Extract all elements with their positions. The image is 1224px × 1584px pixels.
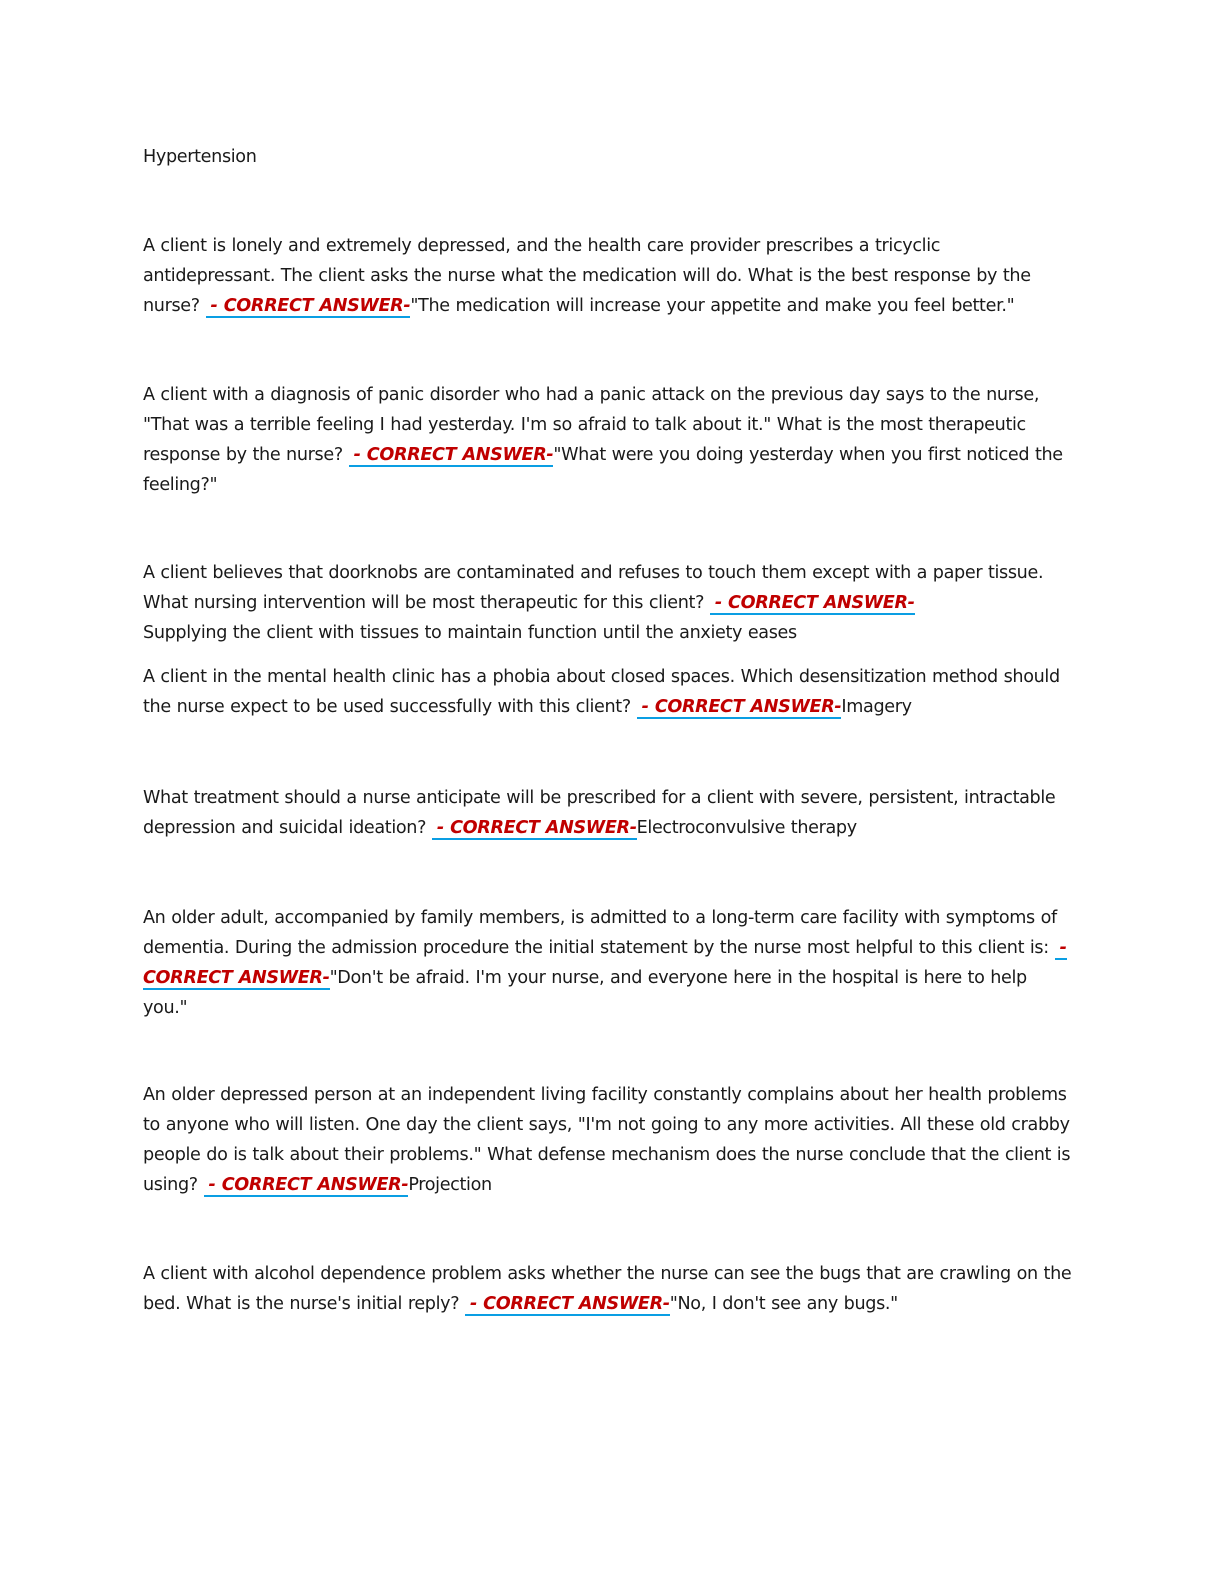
qa-item-8 (143, 1259, 1073, 1319)
qa-item-2 (143, 380, 1073, 500)
question-text: A client with a diagnosis of panic disorder who had a panic attack on the previous day says to the nurse, "That was a terrible feeling I had yesterday. I'm so afraid to talk about it." What is the most therapeutic response by the nurse? (143, 385, 1040, 465)
answer-text: "Don't be afraid. I'm your nurse, and everyone here in the hospital is here to help you." (143, 968, 1027, 1018)
question-text: An older depressed person at an independent living facility constantly complains about her health problems to anyone who will listen. One day the client says, "I'm not going to any more activities. All these old crabby people do is talk about their problems." What defense mechanism does the nurse conclude that the client is using? (143, 1085, 1071, 1195)
qa-item-3 (143, 558, 1073, 648)
page-title: Hypertension (143, 147, 257, 167)
qa-item-5 (143, 783, 1073, 843)
correct-answer-tag: - CORRECT ANSWER- (349, 445, 554, 467)
correct-answer-tag: - CORRECT ANSWER- (465, 1294, 670, 1316)
correct-answer-tag: - CORRECT ANSWER- (432, 818, 637, 840)
correct-answer-tag: - CORRECT ANSWER- (637, 697, 842, 719)
correct-answer-tag: - CORRECT ANSWER- (710, 593, 915, 615)
qa-item-4 (143, 662, 1073, 722)
question-text: A client in the mental health clinic has a phobia about closed spaces. Which desensitization method should the nurse expect to be used successfully with this client? (143, 667, 1060, 717)
question-text: A client is lonely and extremely depressed, and the health care provider prescribes a tricyclic antidepressant. The client asks the nurse what the medication will do. What is the best response by the nurse? (143, 236, 1031, 316)
question-text: A client with alcohol dependence problem asks whether the nurse can see the bugs that are crawling on the bed. What is the nurse's initial reply? (143, 1264, 1072, 1314)
answer-text: Electroconvulsive therapy (636, 818, 857, 838)
correct-answer-tag: - CORRECT ANSWER- (206, 296, 411, 318)
correct-answer-tag: - CORRECT ANSWER- (204, 1175, 409, 1197)
question-text: A client believes that doorknobs are contaminated and refuses to touch them except with a paper tissue. What nursing intervention will be most therapeutic for this client? (143, 563, 1044, 613)
answer-text: "What were you doing yesterday when you first noticed the feeling?" (143, 445, 1063, 495)
qa-item-6 (143, 903, 1073, 1023)
question-text: What treatment should a nurse anticipate will be prescribed for a client with severe, persistent, intractable depression and suicidal ideation? (143, 788, 1056, 838)
qa-item-7 (143, 1080, 1073, 1200)
answer-text: Projection (408, 1175, 492, 1195)
answer-text: Imagery (841, 697, 912, 717)
answer-text: Supplying the client with tissues to maintain function until the anxiety eases (143, 623, 797, 643)
correct-answer-tag: - CORRECT ANSWER- (143, 938, 1067, 988)
answer-text: "No, I don't see any bugs." (669, 1294, 898, 1314)
answer-text: "The medication will increase your appetite and make you feel better." (410, 296, 1015, 316)
question-text: An older adult, accompanied by family members, is admitted to a long-term care facility with symptoms of dementia. During the admission procedure the initial statement by the nurse most helpful to this client is: (143, 908, 1057, 958)
qa-item-1 (143, 231, 1073, 321)
